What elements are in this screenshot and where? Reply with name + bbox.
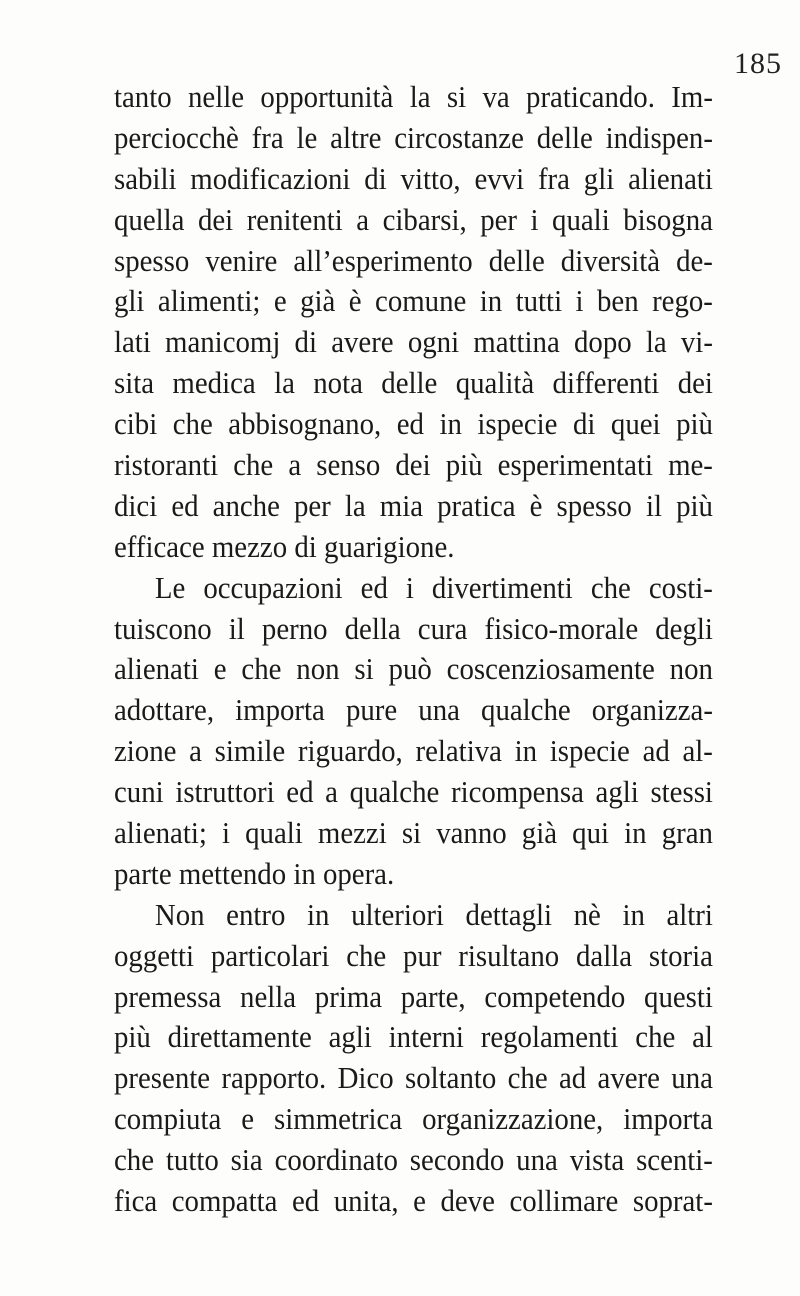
text-line: quella dei renitenti a cibarsi, per i quali bisogna — [114, 201, 713, 237]
text-line: zione a simile riguardo, relativa in ispecie ad al- — [114, 733, 713, 769]
text-line: alienati e che non si può coscenziosamente non — [114, 651, 713, 687]
body-text — [114, 77, 712, 1222]
text-line: dici ed anche per la mia pratica è spesso il più — [114, 487, 713, 523]
text-line: Non entro in ulteriori dettagli nè in altri — [154, 896, 713, 932]
text-line: tuiscono il perno della cura fisico-morale degli — [114, 610, 713, 646]
text-line: cibi che abbisognano, ed in ispecie di quei più — [114, 406, 713, 442]
text-line: sabili modificazioni di vitto, evvi fra gli alienati — [114, 160, 713, 196]
text-line: lati manicomj di avere ogni mattina dopo la vi- — [114, 324, 713, 360]
text-line: premessa nella prima parte, competendo questi — [114, 978, 713, 1014]
page-number: 185 — [734, 47, 782, 80]
text-line: tanto nelle opportunità la si va praticando. Im- — [114, 79, 713, 114]
text-line: spesso venire all’esperimento delle diversità de- — [114, 242, 713, 278]
text-line: parte mettendo in opera. — [114, 855, 395, 891]
text-line: compiuta e simmetrica organizzazione, importa — [114, 1101, 713, 1137]
text-line: sita medica la nota delle qualità differenti dei — [114, 365, 713, 401]
text-line: oggetti particolari che pur risultano dalla storia — [114, 937, 713, 973]
text-line: Le occupazioni ed i divertimenti che costi- — [154, 569, 713, 605]
text-line: gli alimenti; e già è comune in tutti i ben rego- — [114, 283, 713, 319]
text-line: perciocchè fra le altre circostanze delle indispen- — [114, 119, 713, 155]
text-line: che tutto sia coordinato secondo una vista scenti- — [114, 1142, 713, 1178]
text-line: più direttamente agli interni regolamenti che al — [114, 1019, 713, 1055]
text-line: alienati; i quali mezzi si vanno già qui in gran — [114, 815, 713, 851]
text-line: cuni istruttori ed a qualche ricompensa agli stessi — [114, 774, 713, 810]
text-line: efficace mezzo di guarigione. — [114, 528, 455, 564]
text-line: presente rapporto. Dico soltanto che ad avere una — [114, 1060, 713, 1096]
text-line: adottare, importa pure una qualche organizza- — [114, 692, 713, 728]
text-line: ristoranti che a senso dei più esperimentati me- — [114, 447, 713, 483]
text-line: fica compatta ed unita, e deve collimare soprat- — [114, 1183, 713, 1219]
